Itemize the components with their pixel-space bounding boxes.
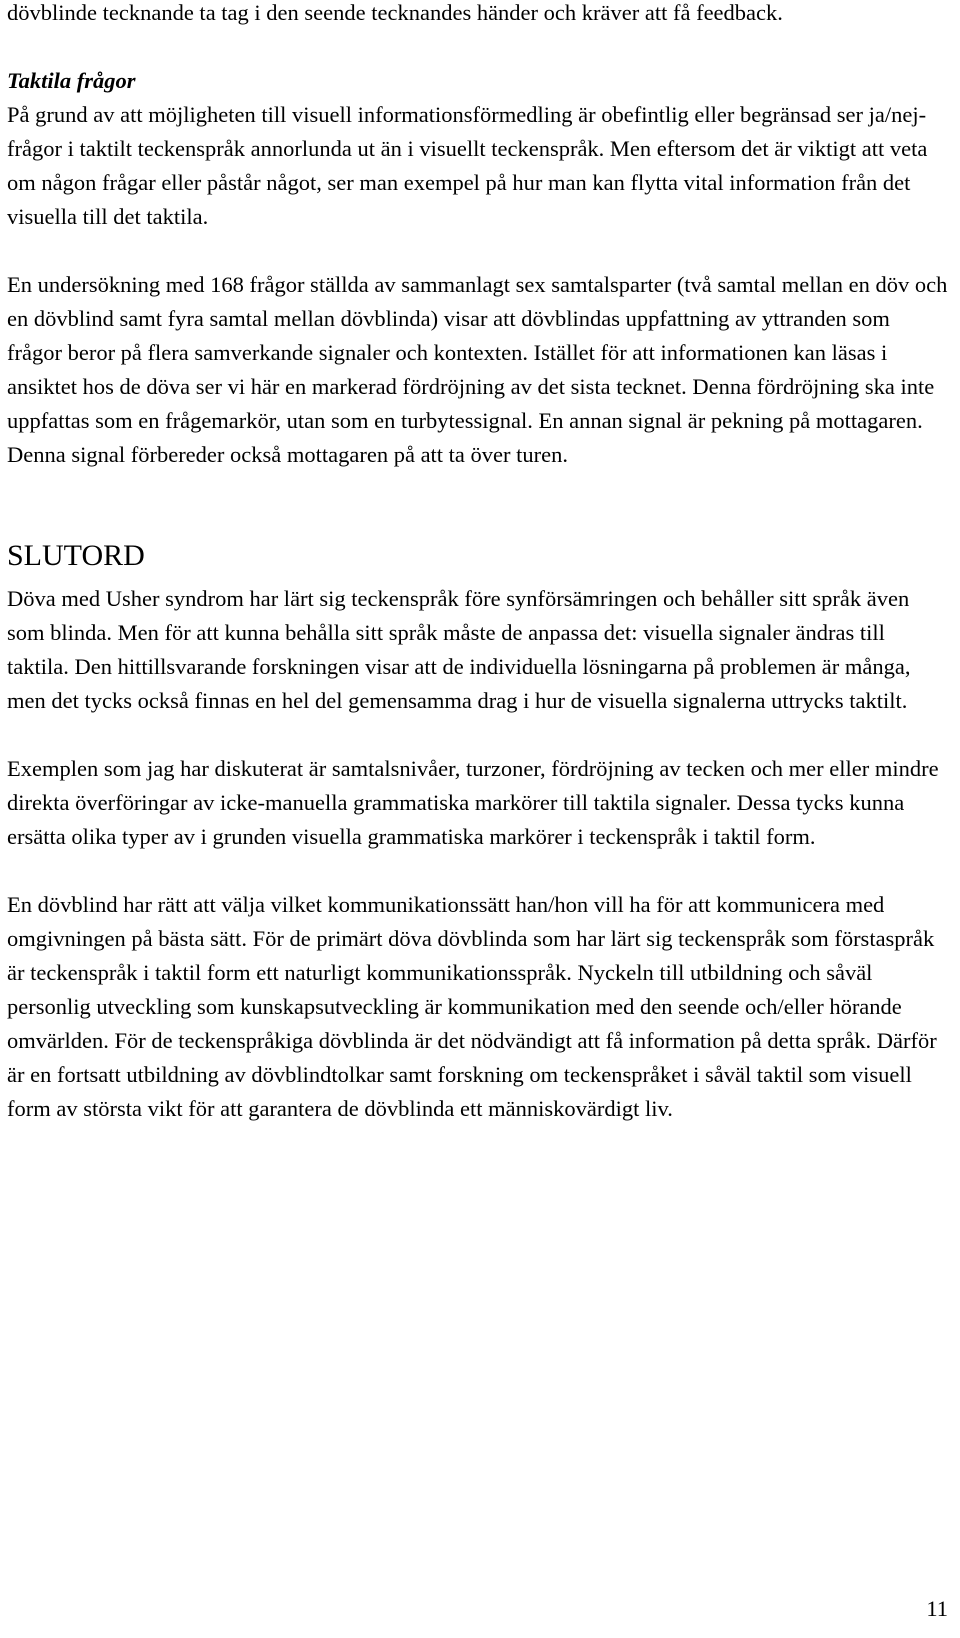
tactile-questions-paragraph-2: En undersökning med 168 frågor ställda av sammanlagt sex samtalsparter (två samtal mellan en döv och en dövblind samt fyra samtal mellan dövblinda) visar att dövblindas uppfattning av yttranden som frågor beror på flera samverkande signaler och kontexten. Istället för att informationen kan läsas i ansiktet hos de döva ser vi här en markerad fördröjning av det sista tecknet. Denna fördröjning ska inte uppfattas som en frågemarkör, utan som en turbytessignal. En annan signal är pekning på mottagaren. Denna signal förbereder också mottagaren på att ta över turen. xyxy=(7,272,948,467)
subsection-heading-tactile-questions: Taktila frågor xyxy=(7,68,136,93)
conclusion-paragraph-1: Döva med Usher syndrom har lärt sig teckenspråk före synförsämringen och behåller sitt språk även som blinda. Men för att kunna behålla sitt språk måste de anpassa det: visuella signaler ändras till taktila. Den hittillsvarande forskningen visar att de individuella lösningarna på problemen är många, men det tycks också finnas en hel del gemensamma drag i hur de visuella signalerna uttrycks taktilt. xyxy=(7,586,911,713)
conclusion-paragraph-3: En dövblind har rätt att välja vilket kommunikationssätt han/hon vill ha för att kommunicera med omgivningen på bästa sätt. För de primärt döva dövblinda som har lärt sig teckenspråk som förstaspråk är teckenspråk i taktil form ett naturligt kommunikationsspråk. Nyckeln till utbildning och såväl personlig utveckling som kunskapsutveckling är kommunikation med den seende och/eller hörande omvärlden. För de teckenspråkiga dövblinda är det nödvändigt att få information på detta språk. Därför är en fortsatt utbildning av dövblindtolkar samt forskning om teckenspråket i såväl taktil som visuell form av största vikt för att garantera de dövblinda ett människovärdigt liv. xyxy=(7,892,937,1121)
document-page xyxy=(7,0,949,1126)
page-number: 11 xyxy=(926,1596,948,1621)
tactile-questions-paragraph-1: På grund av att möjligheten till visuell informationsförmedling är obefintlig eller begränsad ser ja/nej-frågor i taktilt teckenspråk annorlunda ut än i visuellt teckenspråk. Men eftersom det är viktigt att veta om någon frågar eller påstår något, ser man exempel på hur man kan flytta vital information från det visuella till det taktila. xyxy=(7,102,928,229)
section-heading-conclusion: SLUTORD xyxy=(7,539,145,572)
conclusion-paragraph-2: Exemplen som jag har diskuterat är samtalsnivåer, turzoner, fördröjning av tecken och mer eller mindre direkta överföringar av icke-manuella grammatiska markörer till taktila signaler. Dessa tycks kunna ersätta olika typer av i grunden visuella grammatiska markörer i teckenspråk i taktil form. xyxy=(7,756,939,849)
intro-fragment-paragraph: dövblinde tecknande ta tag i den seende tecknandes händer och kräver att få feedback. xyxy=(7,0,783,25)
